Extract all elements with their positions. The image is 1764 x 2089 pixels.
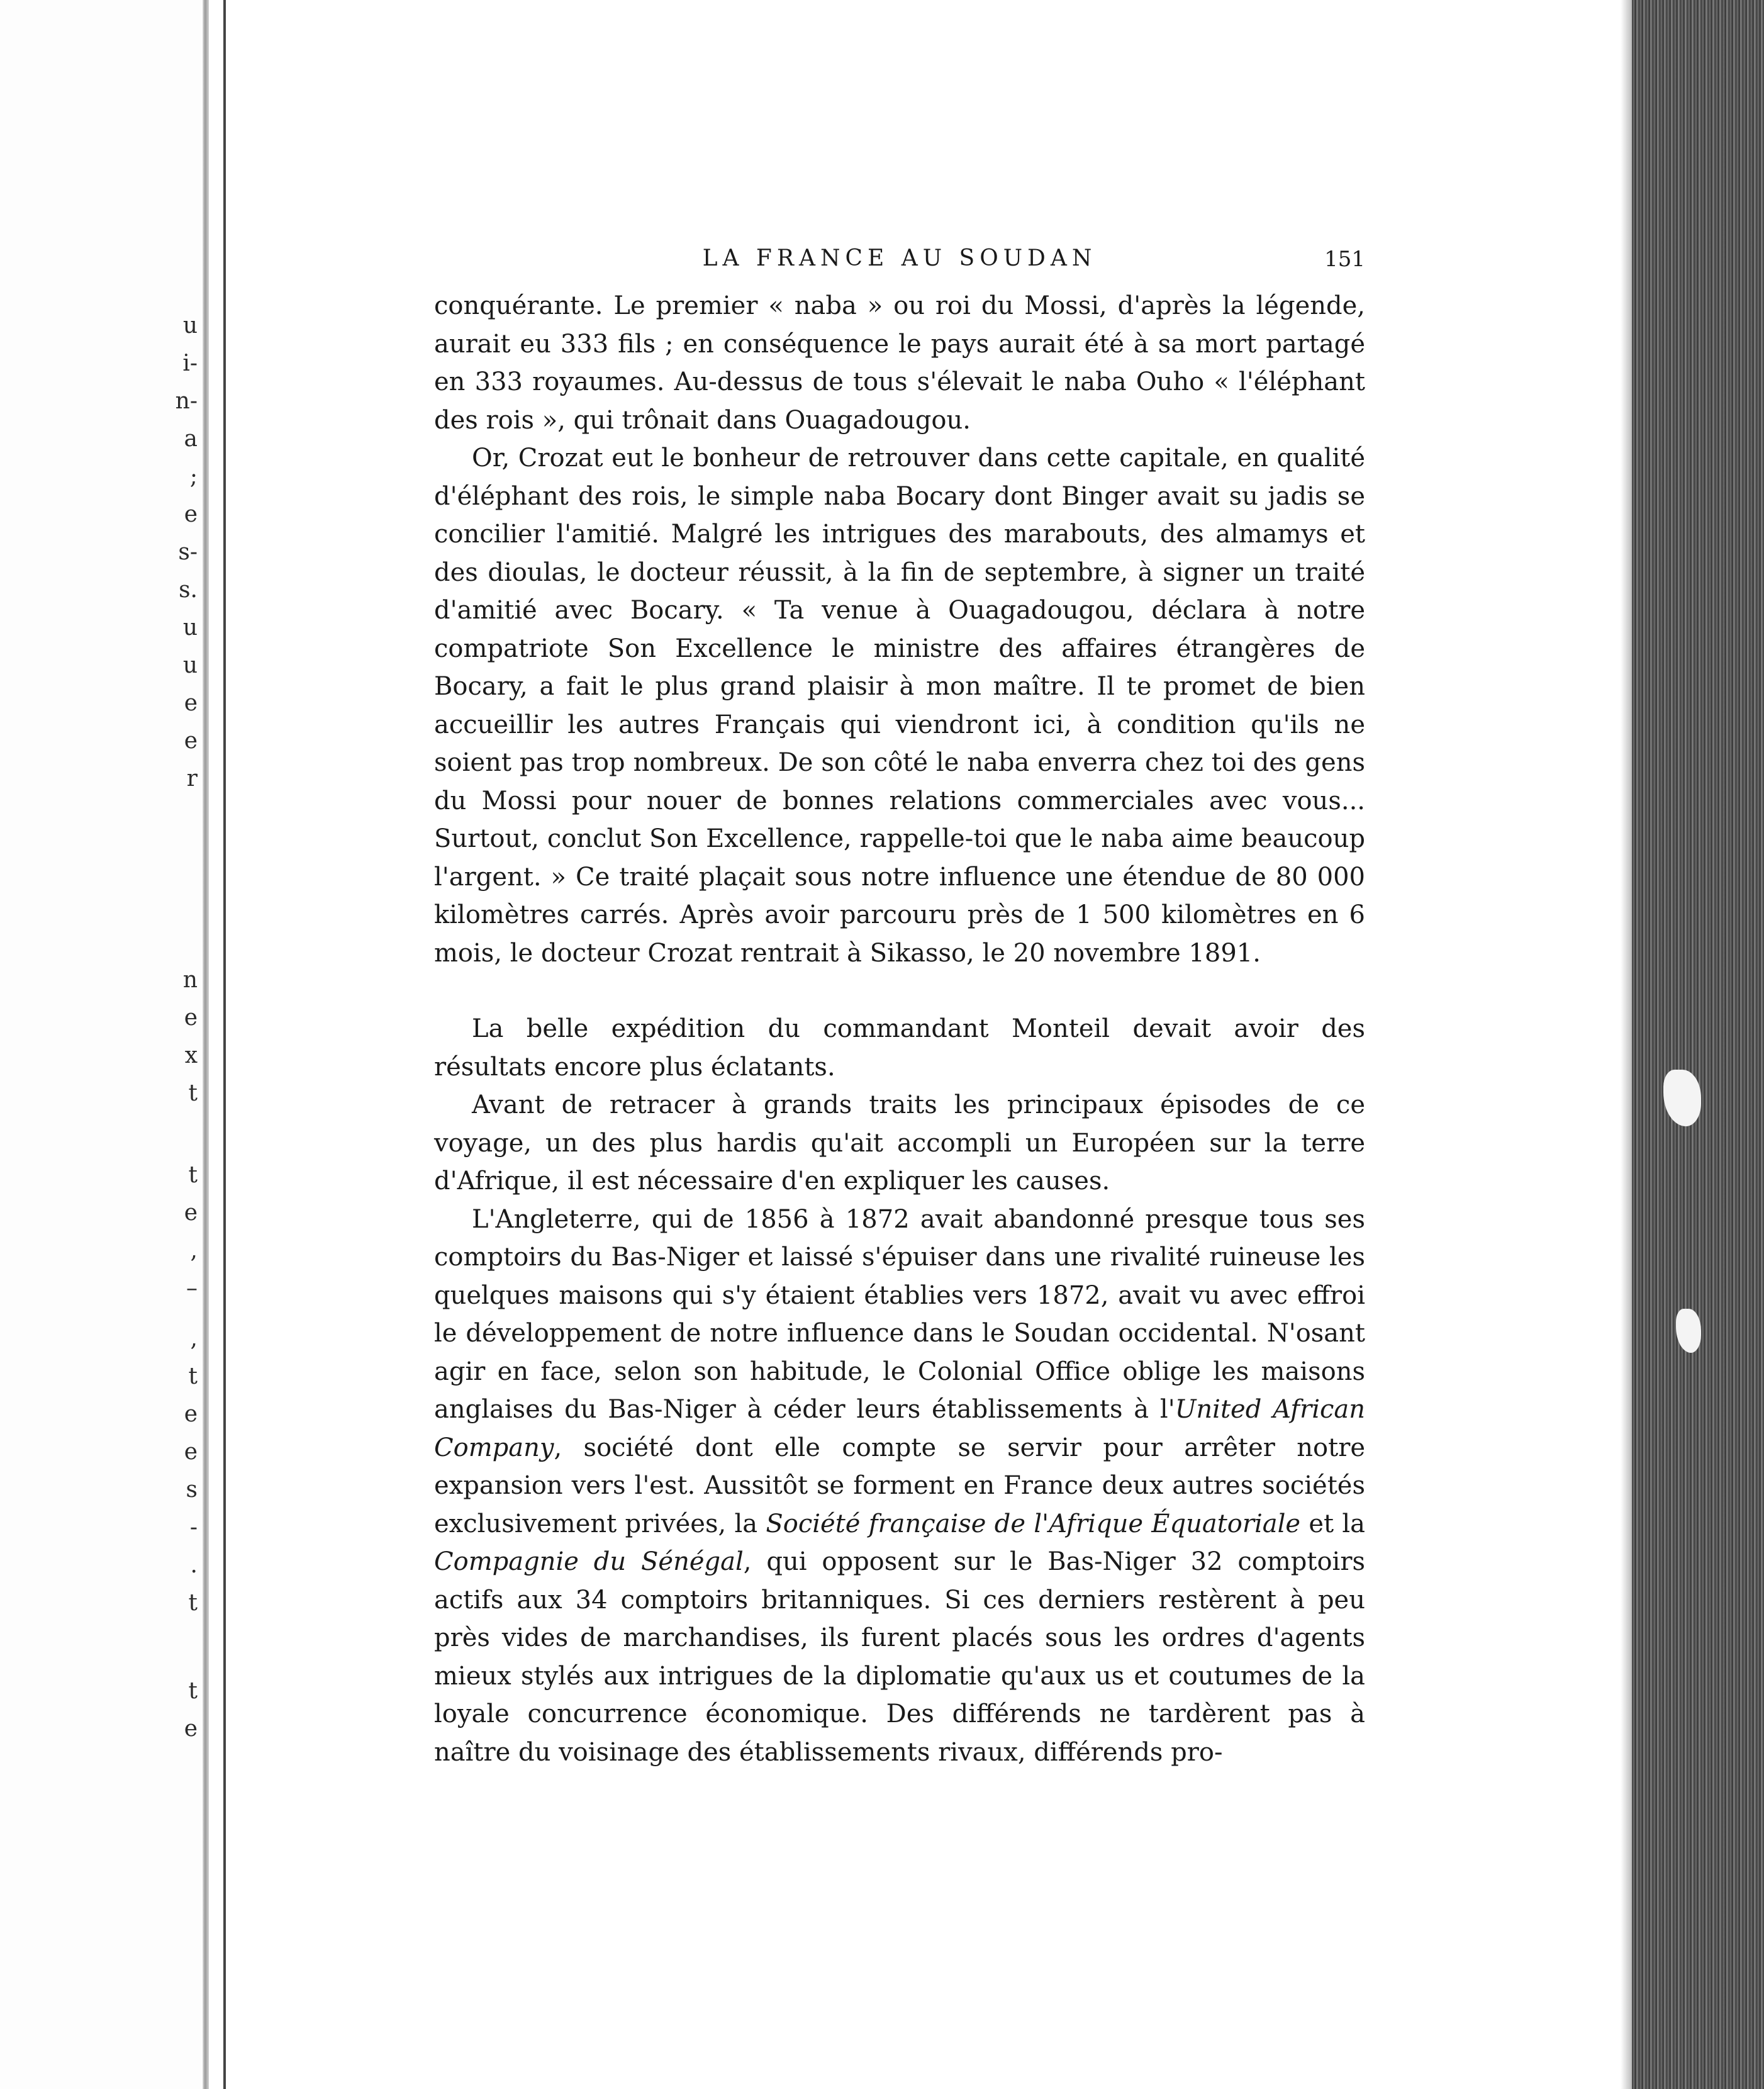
- facing-page-fragment: e: [184, 1716, 198, 1742]
- facing-page-fragment: ,: [190, 1326, 198, 1352]
- running-head-title: LA FRANCE AU SOUDAN: [702, 245, 1097, 271]
- facing-page-fragment: t: [188, 1590, 198, 1616]
- company-name-italic: United African Company: [434, 1395, 1366, 1462]
- facing-page-fragment: .: [190, 1552, 198, 1578]
- facing-page-fragment: e: [184, 690, 198, 716]
- facing-page-fragment: s: [186, 1477, 198, 1503]
- facing-page-fragment: e: [184, 1439, 198, 1465]
- facing-page-fragment: e: [184, 501, 198, 527]
- facing-page-fragment: n: [182, 967, 198, 993]
- facing-page-fragment: u: [182, 615, 198, 641]
- paragraph-text: , qui opposent sur le Bas-Niger 32 comptoirs actifs aux 34 comptoirs britanniques. Si ces derniers restèrent à peu près vides de marchandises, ils furent placés sous les ordres d'agents mieux stylés aux intrigues de la diplomatie qu'aux us et coutumes de la loyale concurrence économique. Des différends ne tardèrent pas à naître du voisinage des établissements rivaux, différends pro-: [434, 1547, 1366, 1767]
- facing-page-fragment: a: [184, 426, 198, 452]
- facing-page-fragment: t: [188, 1678, 198, 1704]
- page-text-block: [434, 245, 1365, 1771]
- paragraph-text: , société dont elle compte se servir pour arrêter notre expansion vers l'est. Aussitôt se forment en France deux autres sociétés exclusivement privées, la: [434, 1433, 1365, 1538]
- facing-page-fragment: u: [182, 652, 198, 678]
- book-gutter: [203, 0, 209, 2089]
- facing-page-fragment: s-: [178, 539, 198, 565]
- gutter-edge: [223, 0, 226, 2089]
- edge-marker: [1676, 1309, 1701, 1353]
- facing-page-fragment: i-: [182, 350, 198, 376]
- edge-marker: [1663, 1070, 1701, 1126]
- facing-page-fragment: t: [188, 1162, 198, 1188]
- paragraph-text: L'Angleterre, qui de 1856 à 1872 avait abandonné presque tous ses comptoirs du Bas-Niger et laissé s'épuiser dans une rivalité ruineuse les quelques maisons qui s'y étaient établies vers 1872, avait vu avec effroi le développement de notre influence dans le Soudan occidental. N'osant agir en face, selon son habitude, le Colonial Office oblige les maisons anglaises du Bas-Niger à céder leurs établissements à l': [434, 1204, 1365, 1424]
- company-name-italic: Société française de l'Afrique Équatoriale: [766, 1509, 1301, 1538]
- facing-page-text-fragments: [0, 0, 201, 2089]
- facing-page-fragment: e: [184, 728, 198, 754]
- running-head: [434, 245, 1365, 281]
- facing-page-fragment: x: [184, 1043, 198, 1068]
- facing-page-fragment: ,: [190, 1238, 198, 1263]
- facing-page-fragment: e: [184, 1005, 198, 1031]
- page-number: 151: [1324, 247, 1365, 272]
- facing-page-fragment: –: [186, 1275, 198, 1301]
- facing-page-fragment: ;: [189, 464, 198, 490]
- paragraph: La belle expédition du commandant Monteil devait avoir des résultats encore plus éclatants.: [434, 1014, 1365, 1082]
- company-name-italic: Compagnie du Sénégal: [434, 1547, 744, 1576]
- paragraph-text: et la: [1300, 1509, 1365, 1538]
- facing-page-fragment: t: [188, 1080, 198, 1106]
- section-break: [434, 972, 1365, 1010]
- paragraph: [434, 1201, 1365, 1772]
- facing-page-fragment: t: [188, 1364, 198, 1389]
- facing-page-fragment: s.: [179, 577, 198, 603]
- facing-page-fragment: u: [182, 313, 198, 339]
- facing-page-fragment: e: [184, 1401, 198, 1427]
- facing-page-fragment: r: [186, 766, 198, 792]
- paragraph: conquérante. Le premier « naba » ou roi du Mossi, d'après la légende, aurait eu 333 fils ; en conséquence le pays aurait été à sa mort partagé en 333 royaumes. Au-dessus de tous s'élevait le naba Ouho « l'éléphant des rois », qui trônait dans Ouagadougou.: [434, 291, 1365, 435]
- facing-page-fragment: -: [189, 1515, 198, 1540]
- facing-page: [0, 0, 201, 2089]
- paragraph: Or, Crozat eut le bonheur de retrouver dans cette capitale, en qualité d'éléphant des rois, le simple naba Bocary dont Binger avait su jadis se concilier l'amitié. Malgré les intrigues des marabouts, des almamys et des dioulas, le docteur réussit, à la fin de septembre, à signer un traité d'amitié avec Bocary. « Ta venue à Ouagadougou, déclara à notre compatriote Son Excellence le ministre des affaires étrangères de Bocary, a fait le plus grand plaisir à mon maître. Il te promet de bien accueillir les autres Français qui viendront ici, à condition qu'ils ne soient pas trop nombreux. De son côté le naba enverra chez toi des gens du Mossi pour nouer de bonnes relations commerciales avec vous... Surtout, conclut Son Excellence, rappelle-toi que le naba aime beaucoup l'argent. » Ce traité plaçait sous notre influence une étendue de 80 000 kilomètres carrés. Après avoir parcouru près de 1 500 kilomètres en 6 mois, le docteur Crozat rentrait à Sikasso, le 20 novembre 1891.: [434, 444, 1365, 968]
- paragraph: Avant de retracer à grands traits les principaux épisodes de ce voyage, un des plus hardis qu'ait accompli un Européen sur la terre d'Afrique, il est nécessaire d'en expliquer les causes.: [434, 1090, 1365, 1196]
- page-block-edge: [1632, 0, 1764, 2089]
- facing-page-fragment: n-: [175, 388, 198, 414]
- facing-page-fragment: e: [184, 1200, 198, 1226]
